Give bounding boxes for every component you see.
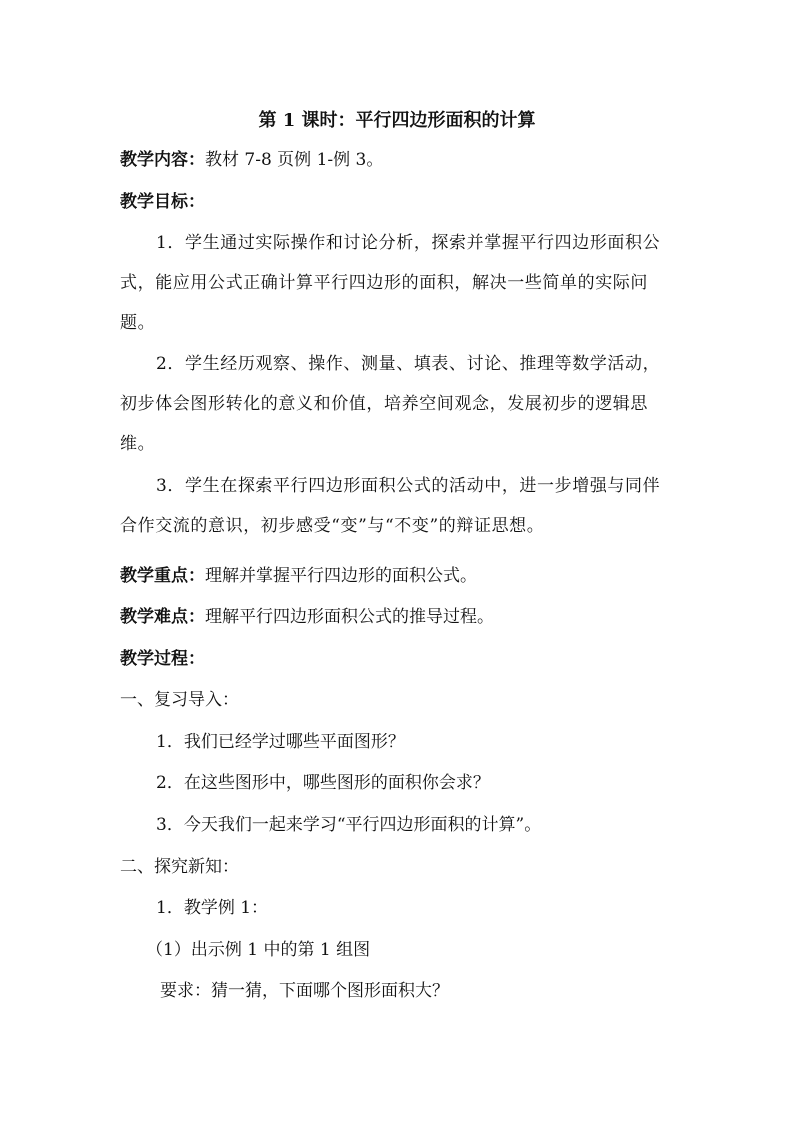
key-point-text: 理解并掌握平行四边形的面积公式。: [205, 566, 477, 586]
teaching-content-label: 教学内容：: [120, 150, 205, 170]
section1-heading: 一、复习导入：: [120, 690, 239, 710]
difficulty-text: 理解平行四边形面积公式的推导过程。: [205, 607, 494, 627]
review-item-1: 1．我们已经学过哪些平面图形？: [156, 732, 405, 752]
key-point: [120, 565, 477, 587]
teaching-goals-label: 教学目标：: [120, 192, 205, 212]
goal-item-2: 2．学生经历观察、操作、测量、填表、讨论、推理等数学活动，初步体会图形转化的意义和价值，培养空间观念，发展初步的逻辑思维。: [120, 354, 661, 454]
example-1-sub: （1）出示例 1 中的第 1 组图: [146, 940, 371, 960]
section2-heading: 二、探究新知：: [120, 857, 239, 877]
example-1-requirement: 要求：猜一猜，下面哪个图形面积大？: [160, 981, 449, 1001]
goal-item-3: 3．学生在探索平行四边形面积公式的活动中，进一步增强与同伴合作交流的意识，初步感受“变”与“不变”的辩证思想。: [120, 476, 661, 536]
difficulty-label: 教学难点：: [120, 607, 205, 627]
teaching-content-text: 教材 7-8 页例 1-例 3。: [205, 150, 384, 170]
teaching-content: [120, 149, 383, 171]
review-item-2: 2．在这些图形中，哪些图形的面积你会求？: [156, 773, 490, 793]
review-item-3: 3．今天我们一起来学习“平行四边形面积的计算”。: [156, 815, 542, 835]
example-1-heading: 1．教学例 1：: [156, 898, 269, 918]
difficulty: [120, 606, 494, 628]
lesson-title: 第 1 课时：平行四边形面积的计算: [258, 110, 536, 131]
goal-item-1: 1．学生通过实际操作和讨论分析，探索并掌握平行四边形面积公式，能应用公式正确计算平行四边形的面积，解决一些简单的实际问题。: [120, 233, 661, 333]
key-point-label: 教学重点：: [120, 566, 205, 586]
process-label: 教学过程：: [120, 649, 205, 669]
